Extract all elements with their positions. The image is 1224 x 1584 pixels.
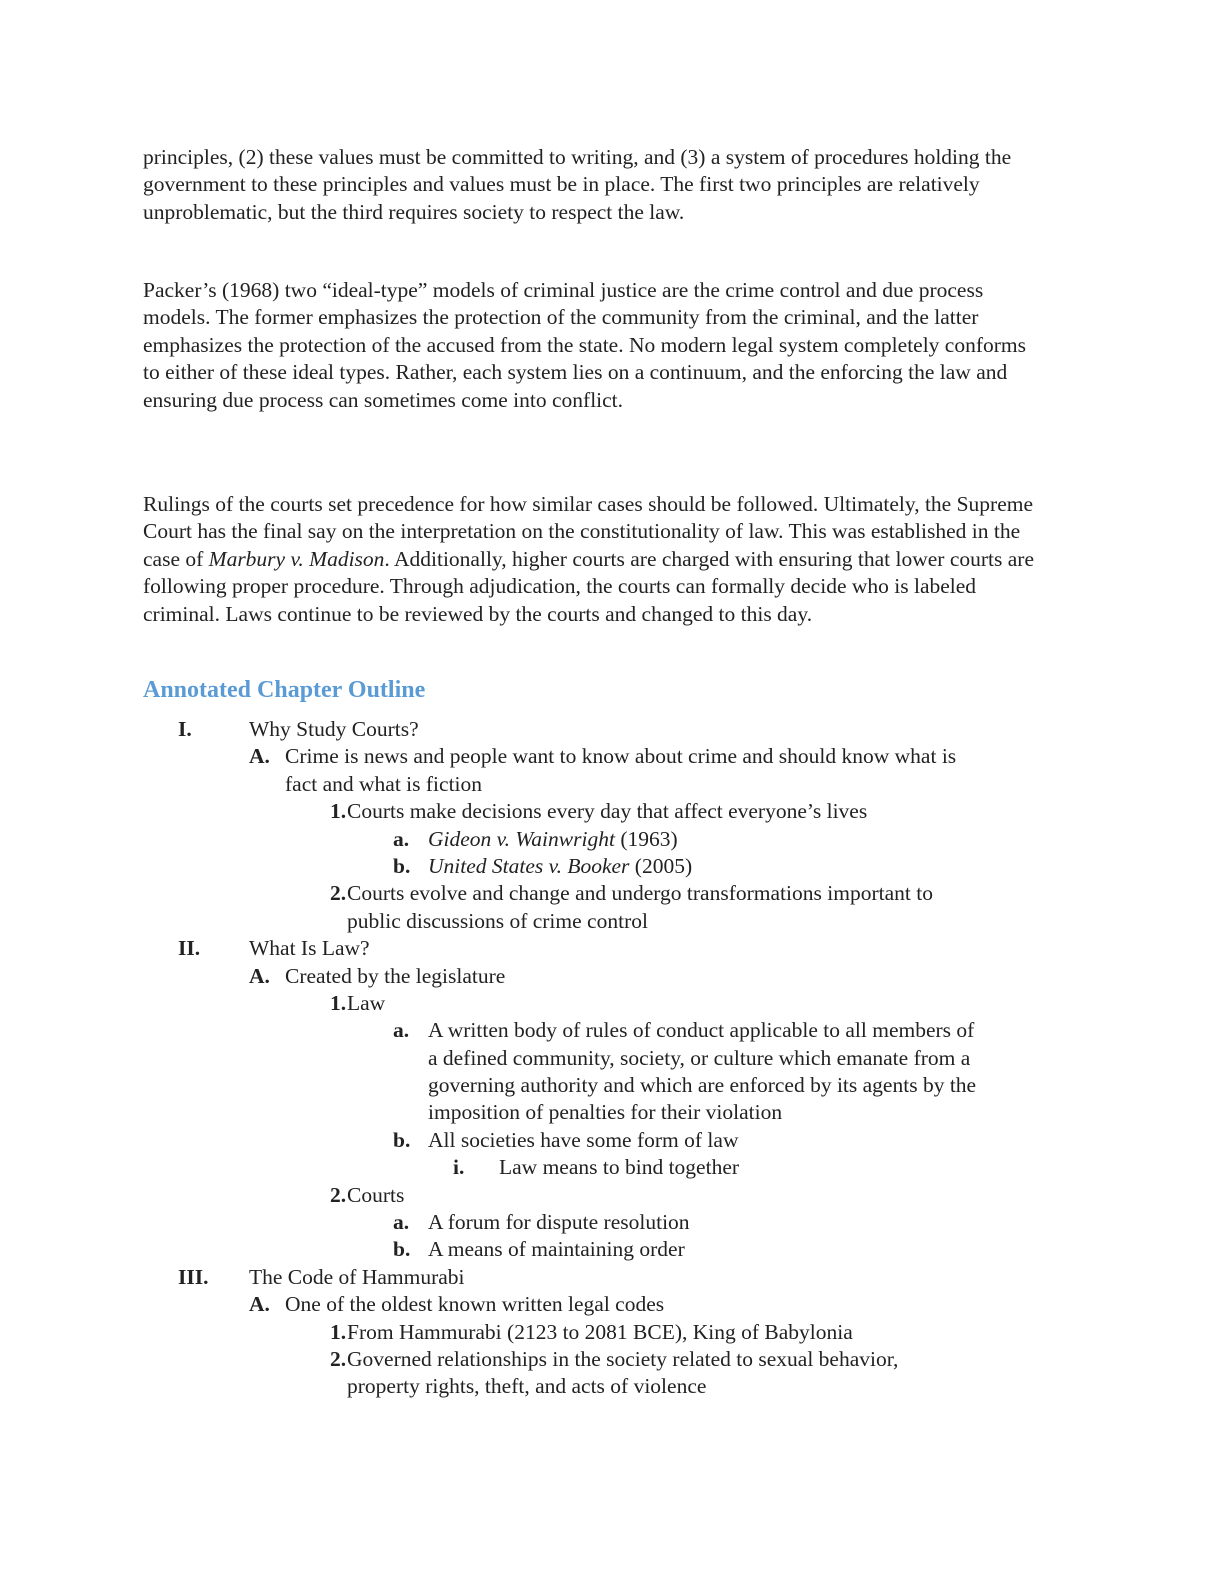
outline-continuation (0, 1072, 1224, 1099)
outline-item-level1 (0, 1264, 1224, 1291)
outline-item-level4 (0, 1127, 1224, 1154)
outline-item-level3 (0, 1319, 1224, 1346)
section-heading: Annotated Chapter Outline (143, 677, 426, 703)
outline-item-level2 (0, 1291, 1224, 1318)
paragraph-3-text-b: . Additionally, higher courts are charged with ensuring that lower courts are following proper procedure. Through adjudication, the courts can formally decide who is labeled criminal. Laws continue to be reviewed by the courts and changed to this day. (143, 546, 1035, 626)
outline-item-level2 (0, 963, 1224, 990)
outline-text: A means of maintaining order (428, 1237, 685, 1262)
outline-text: fact and what is fiction (285, 771, 483, 796)
outline-item-level3 (0, 990, 1224, 1017)
outline-item-level3 (0, 1346, 1224, 1373)
outline-text: Law (347, 990, 386, 1015)
outline-text: Courts evolve and change and undergo transformations important to (347, 881, 933, 906)
outline-continuation (0, 1099, 1224, 1126)
outline-item-level4 (0, 1236, 1224, 1263)
paragraph-2: Packer’s (1968) two “ideal-type” models of criminal justice are the crime control and due process models. The former emphasizes the protection of the community from the criminal, and the latter emphasizes the protection of the accused from the state. No modern legal system completely conforms to either of these ideal types. Rather, each system lies on a continuum, and the enforcing the law and ensuring due process can sometimes come into conflict. (143, 278, 1027, 412)
outline-text: imposition of penalties for their violation (428, 1100, 783, 1125)
outline-marker: 1. (330, 799, 347, 824)
outline-item-level4 (0, 1017, 1224, 1044)
outline-text: A written body of rules of conduct applicable to all members of (428, 1018, 975, 1043)
outline-item-level4 (0, 1209, 1224, 1236)
outline-text: Created by the legislature (285, 963, 506, 988)
outline-text: Law means to bind together (499, 1155, 740, 1180)
outline-text: Governed relationships in the society related to sexual behavior, (347, 1346, 899, 1371)
outline-marker: a. (393, 1018, 410, 1043)
outline-marker: III. (178, 1264, 209, 1289)
outline-marker: A. (249, 1292, 270, 1317)
case-citation: Gideon v. Wainwright (428, 826, 615, 851)
outline-text: One of the oldest known written legal codes (285, 1292, 665, 1317)
case-citation-marbury: Marbury v. Madison (208, 546, 385, 571)
outline-marker: A. (249, 963, 270, 988)
outline-continuation (0, 1045, 1224, 1072)
outline-text: What Is Law? (249, 936, 370, 961)
outline-item-level2 (0, 743, 1224, 770)
outline-item-level3 (0, 880, 1224, 907)
outline-text: property rights, theft, and acts of violence (347, 1374, 707, 1399)
outline-text: a defined community, society, or culture which emanate from a (428, 1045, 971, 1070)
outline-item-level3 (0, 798, 1224, 825)
outline-text (428, 826, 678, 853)
chapter-outline (0, 716, 1224, 1401)
outline-text: Courts (347, 1182, 405, 1207)
outline-text: Crime is news and people want to know about crime and should know what is (285, 744, 957, 769)
outline-text: From Hammurabi (2123 to 2081 BCE), King of Babylonia (347, 1319, 853, 1344)
outline-text: Why Study Courts? (249, 717, 419, 741)
outline-marker: b. (393, 1127, 411, 1152)
outline-text: The Code of Hammurabi (249, 1264, 465, 1289)
case-year: (2005) (629, 853, 693, 878)
outline-continuation (0, 771, 1224, 798)
outline-marker: II. (178, 936, 201, 961)
outline-marker: A. (249, 744, 270, 769)
outline-text: A forum for dispute resolution (428, 1210, 690, 1235)
outline-text: governing authority and which are enforced by its agents by the (428, 1073, 977, 1098)
case-citation: United States v. Booker (428, 853, 630, 878)
outline-marker: b. (393, 853, 411, 878)
outline-marker: 1. (330, 1319, 347, 1344)
outline-text: Courts make decisions every day that affect everyone’s lives (347, 799, 868, 824)
outline-continuation (0, 1373, 1224, 1400)
outline-text: public discussions of crime control (347, 908, 648, 933)
paragraph-3 (143, 491, 1043, 628)
outline-item-level4 (0, 853, 1224, 880)
outline-marker: i. (453, 1155, 465, 1180)
outline-item-level5 (0, 1154, 1224, 1181)
outline-marker: 2. (330, 881, 347, 906)
outline-marker: a. (393, 1210, 410, 1235)
paragraph-3-text-a: Rulings of the courts set precedence for how similar cases should be followed. Ultimately, the Supreme Court has the final say on the interpretation on the constitutionality of law. This was established in the case of (143, 492, 1034, 571)
outline-marker: a. (393, 826, 410, 851)
outline-marker: I. (178, 717, 192, 741)
outline-item-level1 (0, 935, 1224, 962)
outline-marker: 1. (330, 990, 347, 1015)
outline-marker: b. (393, 1237, 411, 1262)
outline-item-level4 (0, 826, 1224, 853)
case-year: (1963) (614, 826, 678, 851)
outline-text: All societies have some form of law (428, 1127, 739, 1152)
outline-text (428, 853, 692, 880)
outline-continuation (0, 908, 1224, 935)
outline-item-level3 (0, 1182, 1224, 1209)
outline-marker: 2. (330, 1346, 347, 1371)
outline-item-level1 (0, 716, 1224, 743)
outline-marker: 2. (330, 1182, 347, 1207)
paragraph-1: principles, (2) these values must be committed to writing, and (3) a system of procedures holding the government to these principles and values must be in place. The first two principles are relatively unproblematic, but the third requires society to respect the law. (143, 145, 1012, 224)
